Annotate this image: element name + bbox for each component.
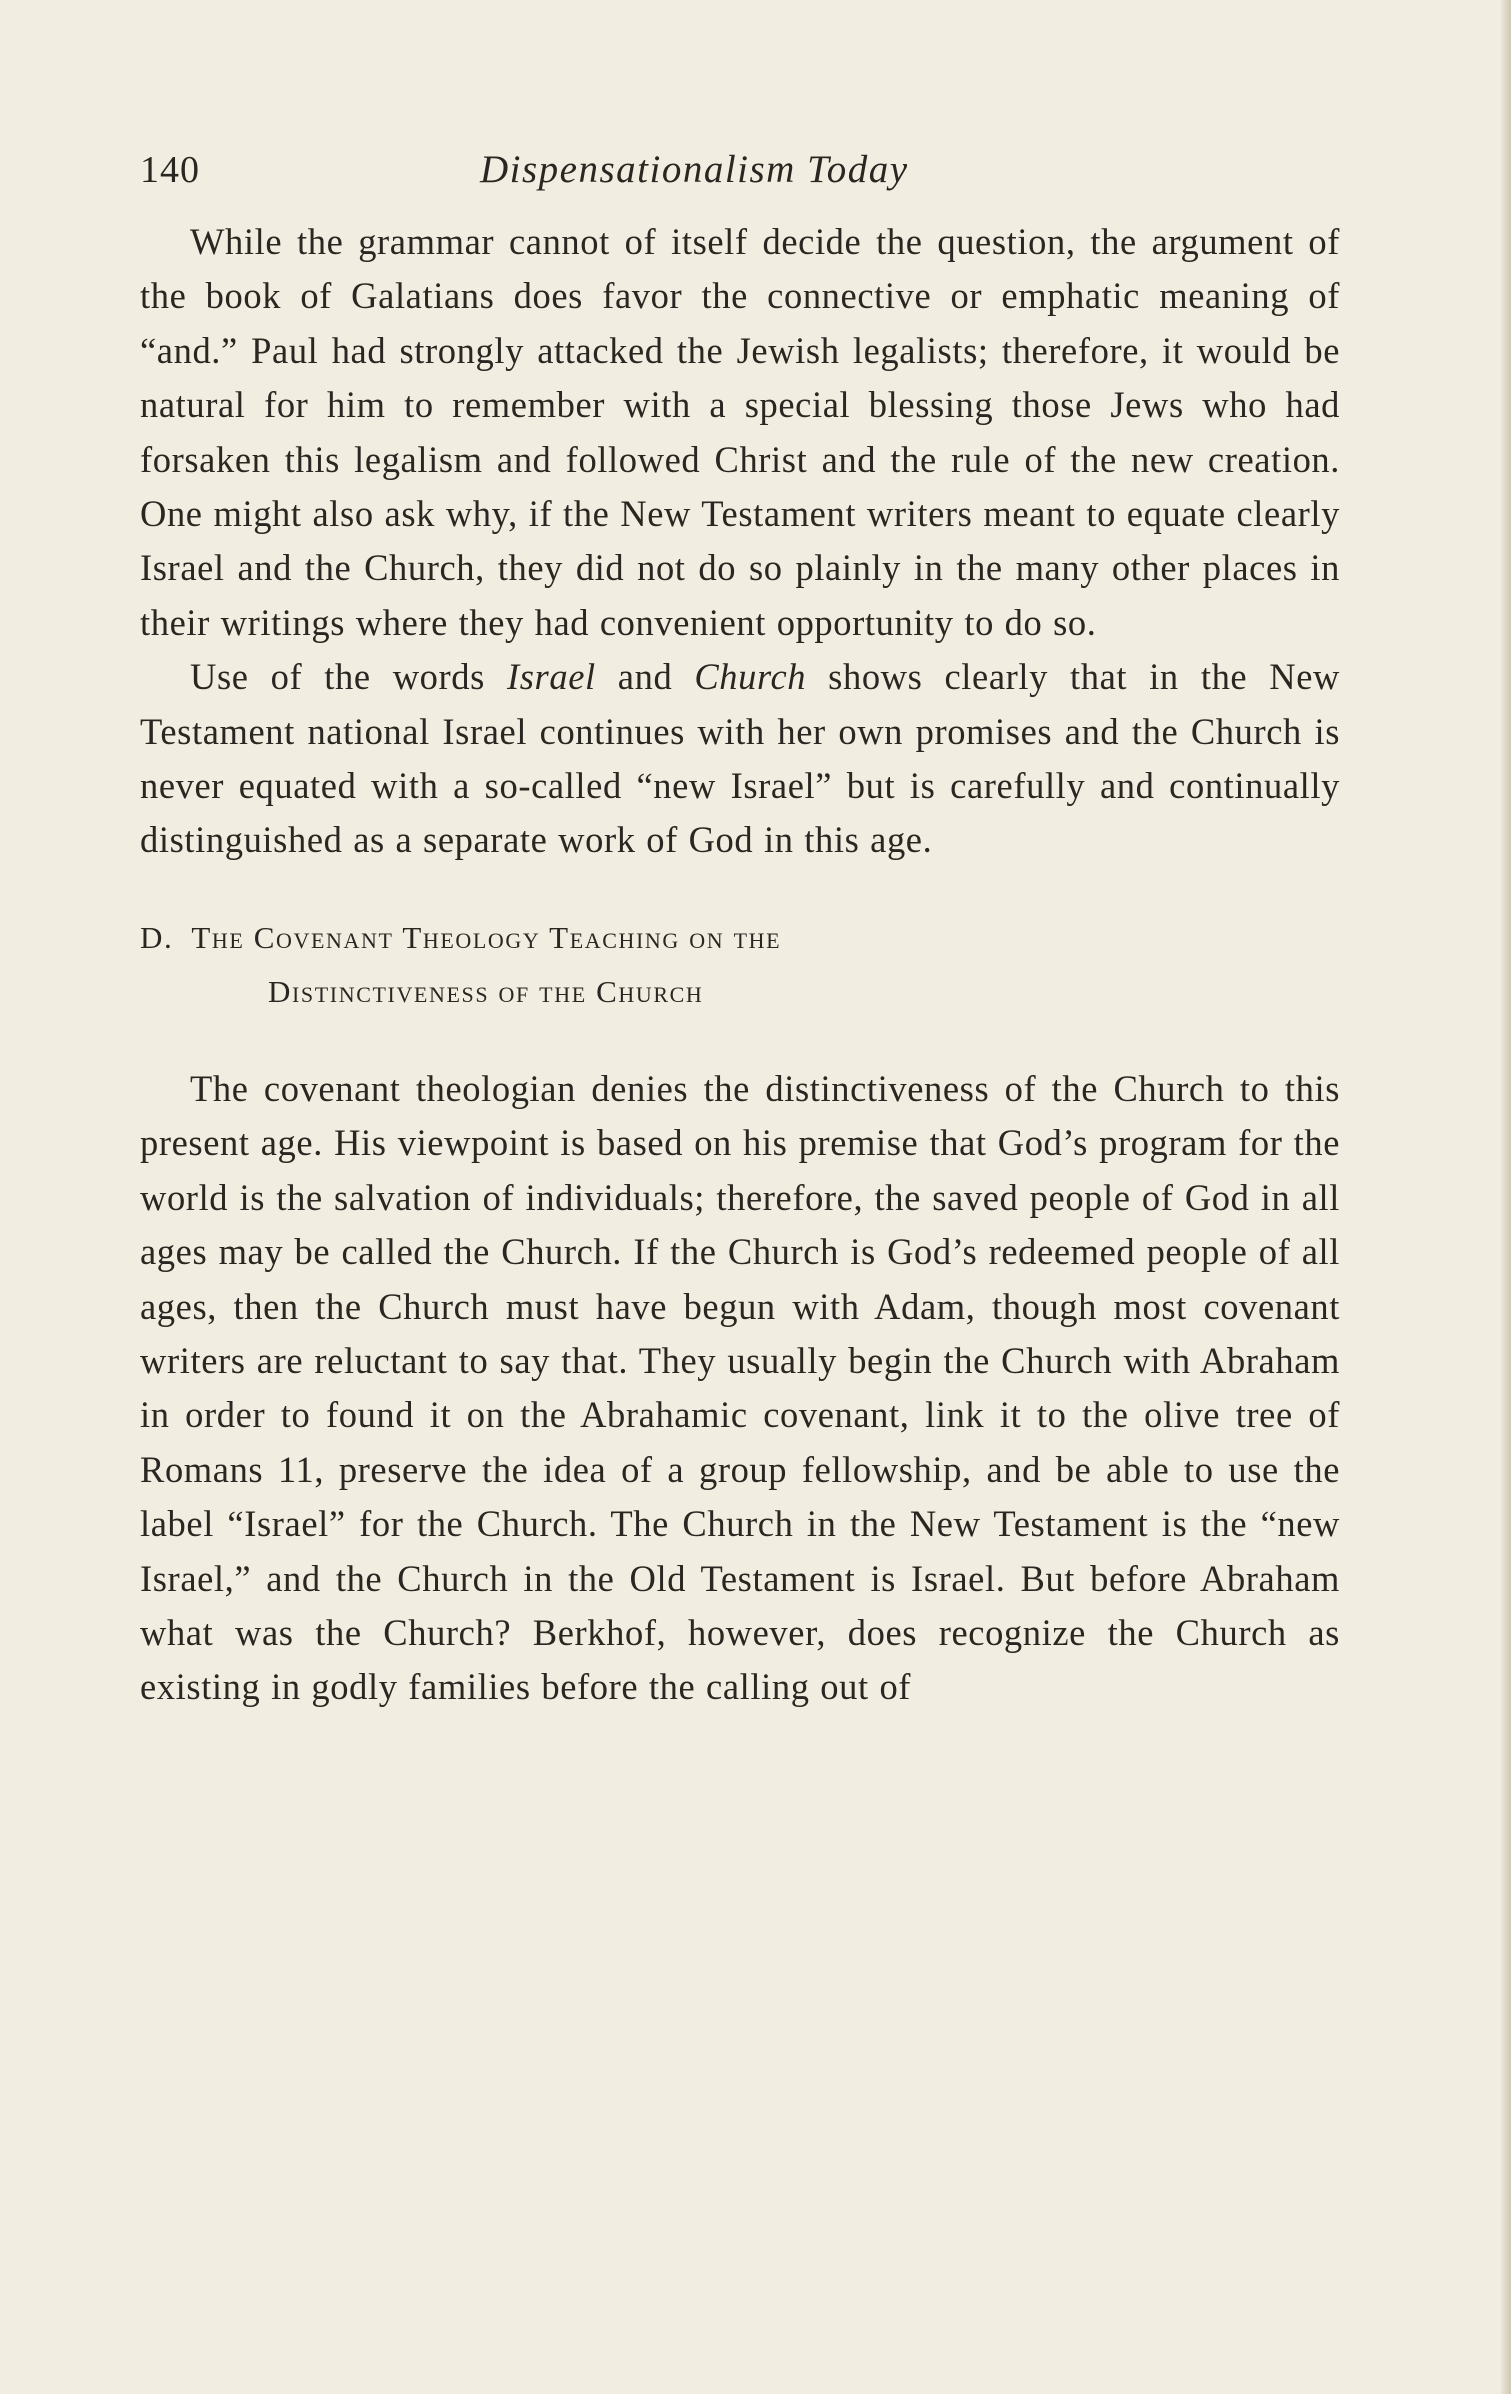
paragraph-2-text-a: Use of the words <box>190 656 507 698</box>
page-body <box>140 215 1340 1715</box>
book-title: Dispensationalism Today <box>480 148 909 191</box>
running-head <box>140 140 1340 200</box>
term-church: Church <box>694 656 807 698</box>
term-israel: Israel <box>506 656 596 698</box>
paragraph-2-text-b: and <box>595 656 695 698</box>
paragraph-3: The covenant theologian denies the distinctiveness of the Church to this present age. His viewpoint is based on his premise that God’s program for the world is the salvation of individuals; therefore, the saved people of God in all ages may be called the Church. If the Church is God’s redeemed people of all ages, then the Church must have begun with Adam, though most covenant writers are reluctant to say that. They usually begin the Church with Abraham in order to found it on the Abrahamic covenant, link it to the olive tree of Romans 11, preserve the idea of a group fellowship, and be able to use the label “Israel” for the Church. The Church in the New Testament is the “new Israel,” and the Church in the Old Testament is Israel. But before Abraham what was the Church? Berkhof, however, does recognize the Church as existing in godly families before the calling out of <box>140 1067 1340 1708</box>
paragraph-2-text-c: shows clearly that in the New Testament national Israel continues with her own promises and the Church is never equated with a so-called “new Israel” but is carefully and continually distinguished as a separate work of God in this age. <box>140 656 1340 861</box>
section-marker: D. <box>140 919 174 955</box>
section-heading-line-1 <box>140 911 1340 965</box>
page-number: 140 <box>140 149 200 191</box>
section-heading <box>140 911 1340 1019</box>
paragraph-2 <box>140 650 1340 868</box>
paragraph-1: While the grammar cannot of itself decide the question, the argument of the book of Galatians does favor the connective or emphatic meaning of “and.” Paul had strongly attacked the Jewish legalists; therefore, it would be natural for him to remember with a special blessing those Jews who had forsaken this legalism and followed Christ and the rule of the new creation. One might also ask why, if the New Testament writers meant to equate clearly Israel and the Church, they did not do so plainly in the many other places in their writings where they had convenient opportunity to do so. <box>140 221 1340 643</box>
section-heading-text-1: The Covenant Theology Teaching on the <box>191 919 782 955</box>
page-edge-shadow <box>1501 0 1511 2394</box>
section-heading-line-2: Distinctiveness of the Church <box>268 973 704 1009</box>
